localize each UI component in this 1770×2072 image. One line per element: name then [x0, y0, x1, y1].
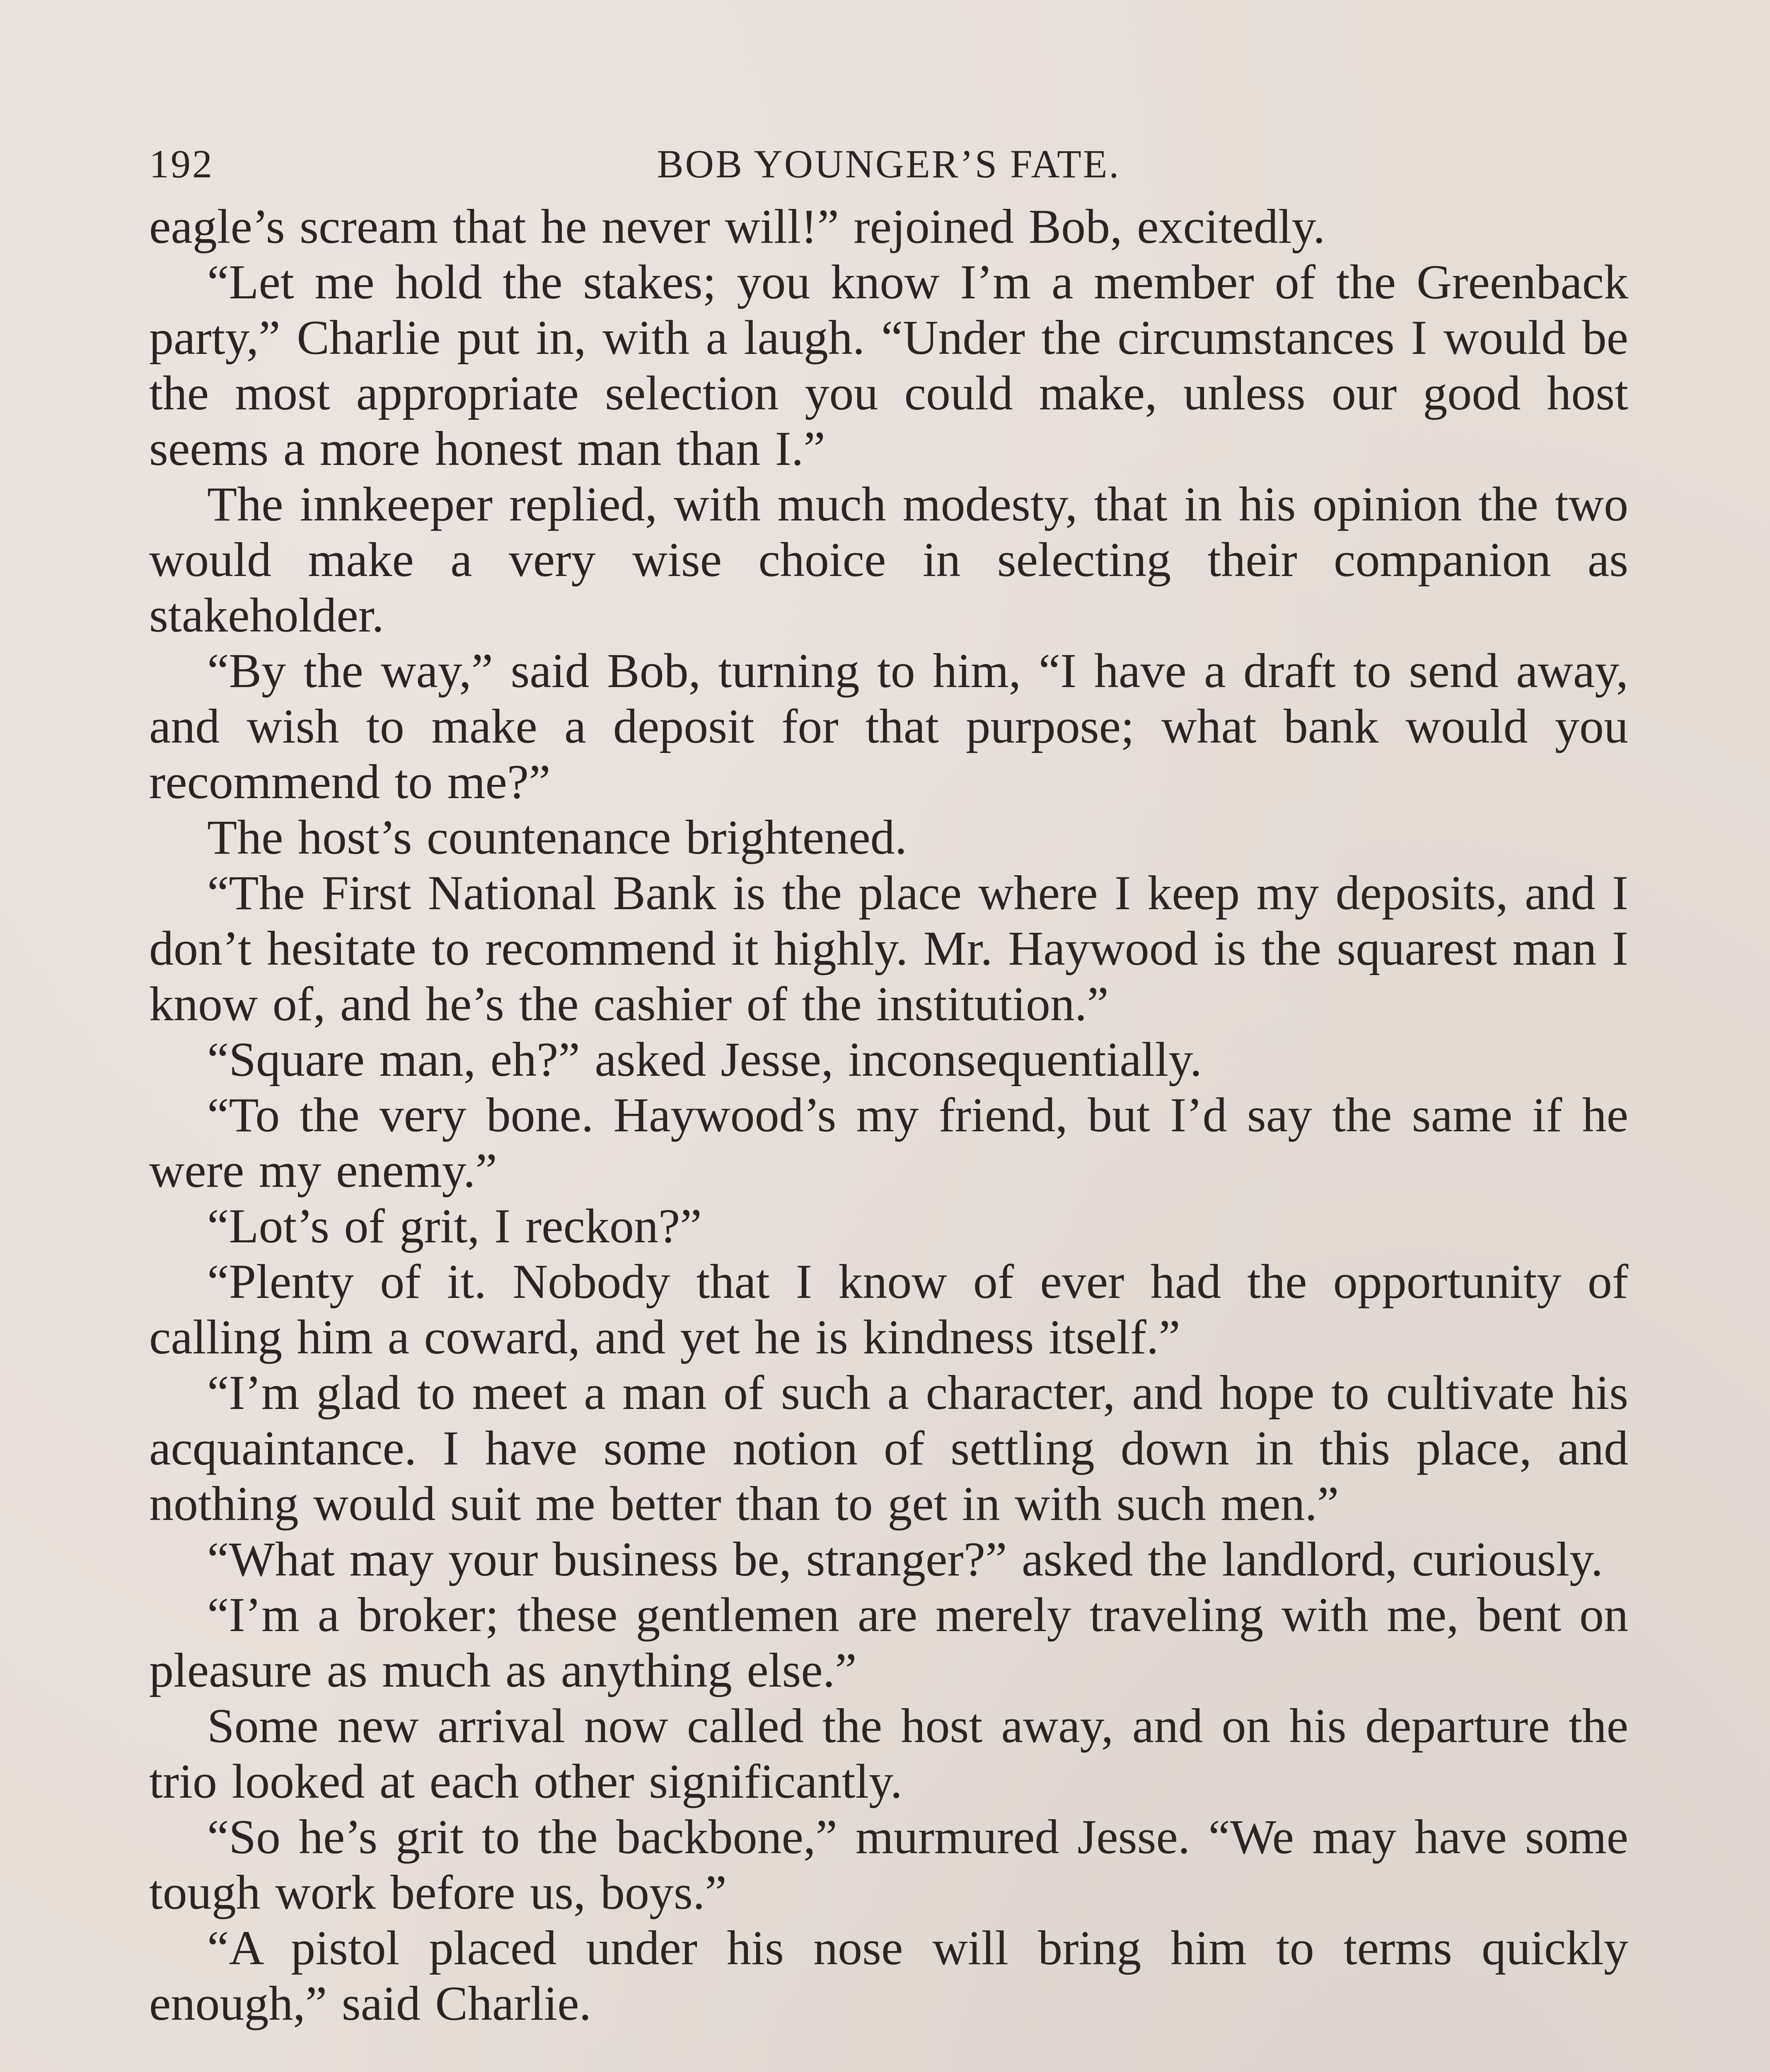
- paragraph-continued: eagle’s scream that he never will!” rejoined Bob, excitedly.: [149, 199, 1325, 254]
- paragraph: “Let me hold the stakes; you know I’m a member of the Greenback party,” Charlie put in, with a laugh. “Under the circumstances I would be the most appropriate selection you could make, unless our good host seems a more honest man than I.”: [149, 255, 1628, 476]
- paragraph: “By the way,” said Bob, turning to him, “I have a draft to send away, and wish to make a deposit for that purpose; what bank would you recommend to me?”: [149, 644, 1628, 809]
- paragraph: “So he’s grit to the backbone,” murmured Jesse. “We may have some tough work before us, boys.”: [149, 1810, 1628, 1920]
- paragraph: “To the very bone. Haywood’s my friend, but I’d say the same if he were my enemy.”: [149, 1088, 1628, 1198]
- paragraph: The innkeeper replied, with much modesty, that in his opinion the two would make a very wise choice in selecting their companion as stakeholder.: [149, 477, 1628, 642]
- paragraph: “Square man, eh?” asked Jesse, inconsequentially.: [207, 1032, 1202, 1087]
- running-head: [149, 124, 1628, 199]
- paragraph: “The First National Bank is the place where I keep my deposits, and I don’t hesitate to recommend it highly. Mr. Haywood is the squarest man I know of, and he’s the cashier of the institution.”: [149, 866, 1628, 1031]
- paragraph: Some new arrival now called the host away, and on his departure the trio looked at each other significantly.: [149, 1699, 1628, 1808]
- book-page: [149, 124, 1628, 2031]
- paragraph: “Lot’s of grit, I reckon?”: [207, 1199, 702, 1253]
- paragraph: “I’m glad to meet a man of such a character, and hope to cultivate his acquaintance. I have some notion of settling down in this place, and nothing would suit me better than to get in with such men.”: [149, 1365, 1628, 1531]
- body-text: [149, 199, 1628, 2031]
- paragraph: “A pistol placed under his nose will bring him to terms quickly enough,” said Charlie.: [149, 1921, 1628, 2031]
- paragraph: “What may your business be, stranger?” asked the landlord, curiously.: [207, 1532, 1603, 1586]
- running-title: BOB YOUNGER’S FATE.: [657, 142, 1121, 186]
- page-number: 192: [149, 142, 214, 186]
- paragraph: The host’s countenance brightened.: [207, 810, 907, 864]
- paragraph: “Plenty of it. Nobody that I know of ever had the opportunity of calling him a coward, and yet he is kindness itself.”: [149, 1254, 1628, 1364]
- paragraph: “I’m a broker; these gentlemen are merely traveling with me, bent on pleasure as much as anything else.”: [149, 1588, 1628, 1697]
